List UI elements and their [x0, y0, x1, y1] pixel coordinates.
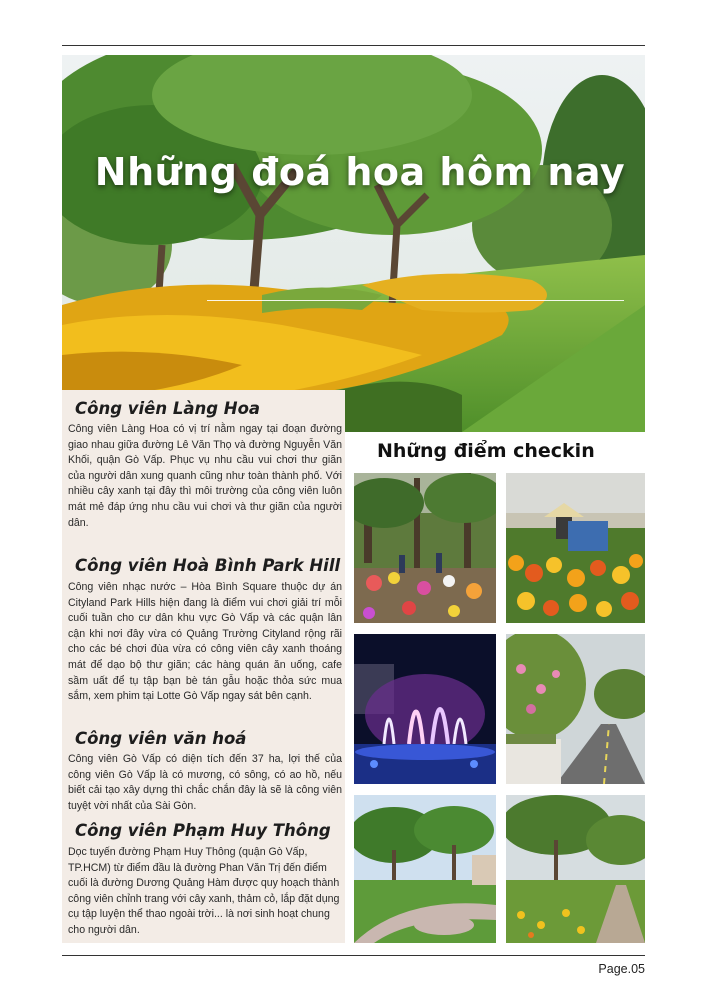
section-body-hoa-binh: Công viên nhạc nước – Hòa Bình Square thuộc dự án Cityland Park Hills hiện đang là điểm vui chơi giải trí mỗi cuối tuần cho cư dân khu vực Gò Vấp và các quận lân cận khi nơi đây vừa có Quảng Trường Cityland rộng rãi cho các bé chơi đùa vừa có công viên cây xanh thoáng mát để dạo bộ thư giãn; các hàng quán ăn uống, cafe sầm uất để tụ tập bạn bè tán gẫu hoặc thỏa sức mua sắm, xem phim tại Lotte Gò Vấp ngay sát bên cạnh. — [68, 581, 342, 703]
top-rule — [62, 45, 645, 46]
section-body-van-hoa: Công viên Gò Vấp có diện tích đến 37 ha, lợi thế của công viên Gò Vấp là có mương, có sông, có ao hồ, nếu biết cải tạo xây dựng thì chắc chắn đây là sẽ là công viên tuyệt vời nhất của Sài Gòn. — [68, 753, 342, 812]
photo-musical-fountain — [354, 634, 496, 784]
page-number: Page.05 — [598, 962, 645, 976]
hero-underline — [207, 300, 624, 301]
bottom-rule — [62, 955, 645, 956]
photo-marigold-field — [506, 473, 645, 623]
section-title-lang-hoa: Công viên Làng Hoa — [75, 399, 261, 418]
checkin-title: Những điểm checkin — [377, 440, 595, 462]
section-body-lang-hoa: Công viên Làng Hoa có vị trí nằm ngay tại đoạn đường giao nhau giữa đường Lê Văn Thọ và đường Nguyễn Văn Khối, quận Gò Vấp. Phục vụ nhu cầu vui chơi thư giãn của người dân xung quanh cũng như toàn thành phố. Với nhiều cây xanh tại đây thì môi trường của công viên luôn mát mẻ đáp ứng nhu cầu vui chơi và thư giãn của người dân. — [68, 423, 342, 529]
hero-title: Những đoá hoa hôm nay — [94, 150, 626, 194]
photo-flower-market — [354, 473, 496, 623]
photo-park-path — [354, 795, 496, 943]
section-title-hoa-binh: Công viên Hoà Bình Park Hill — [75, 556, 341, 575]
hero-garden-image — [62, 55, 645, 432]
photo-flower-road — [506, 634, 645, 784]
section-title-pham-huy-thong: Công viên Phạm Huy Thông — [75, 821, 331, 840]
section-title-van-hoa: Công viên văn hoá — [75, 729, 247, 748]
photo-riverside-trail — [506, 795, 645, 943]
section-body-pham-huy-thong: Dọc tuyến đường Phạm Huy Thông (quận Gò Vấp, TP.HCM) từ điểm đầu là đường Phan Văn Trị đến điểm cuối là đường Dương Quảng Hàm được quy hoạch thành công viên chỉnh trang với cây xanh, thảm cỏ, lắp đặt dụng cụ tập luyện thể thao ngoài trời... là nơi sinh hoạt chung cho người dân. — [68, 846, 340, 936]
